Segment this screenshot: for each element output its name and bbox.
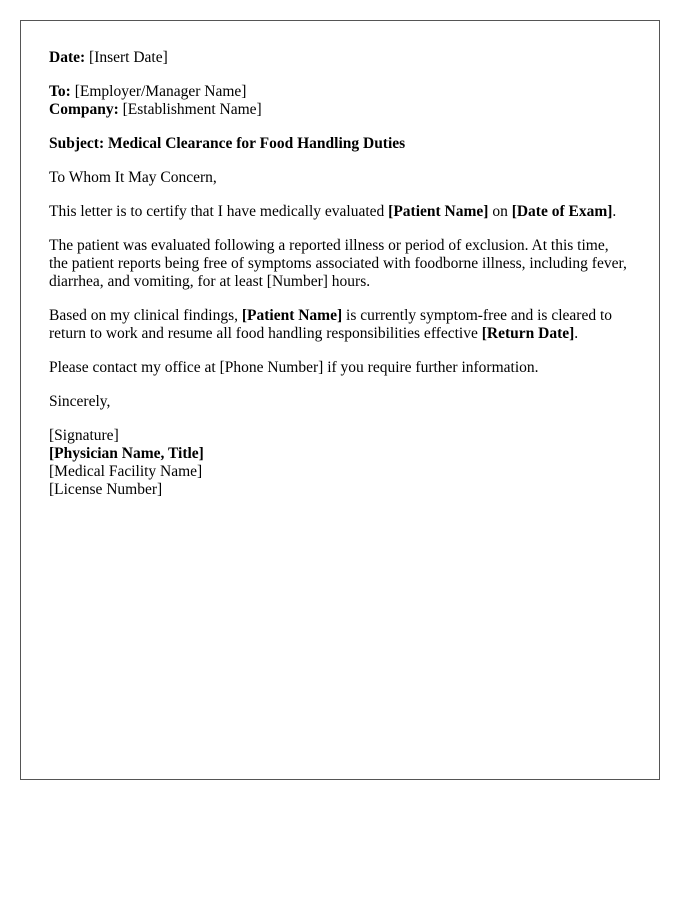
date-line: [49, 49, 631, 67]
signature-placeholder: [Signature]: [49, 427, 119, 444]
paragraph-clearance-text-1: Based on my clinical findings,: [49, 307, 242, 324]
date-value: [Insert Date]: [89, 49, 168, 66]
paragraph-certify: [49, 203, 631, 221]
paragraph-certify-text-3: .: [612, 203, 617, 220]
to-value: [Employer/Manager Name]: [74, 83, 247, 100]
paragraph-certify-text-1: This letter is to certify that I have medically evaluated: [49, 203, 389, 220]
paragraph-certify-text-2: on: [488, 203, 512, 220]
exam-date-placeholder: [Date of Exam]: [511, 203, 613, 220]
company-value: [Establishment Name]: [122, 101, 262, 118]
subject-line: [49, 135, 631, 153]
date-label: Date:: [49, 49, 86, 66]
license-number: [License Number]: [49, 481, 163, 498]
closing: Sincerely,: [49, 393, 111, 410]
paragraph-contact: Please contact my office at [Phone Number] if you require further information.: [49, 359, 539, 376]
paragraph-clearance: [49, 307, 631, 343]
patient-name-placeholder: [Patient Name]: [241, 307, 343, 324]
signature-block: [49, 427, 631, 499]
letter-document: [20, 20, 660, 780]
physician-name: [Physician Name, Title]: [49, 445, 204, 462]
to-label: To:: [49, 83, 71, 100]
return-date-placeholder: [Return Date]: [481, 325, 575, 342]
recipient-block: [49, 83, 631, 119]
company-label: Company:: [49, 101, 119, 118]
subject-text: Subject: Medical Clearance for Food Handling Duties: [49, 135, 406, 152]
paragraph-evaluation: The patient was evaluated following a reported illness or period of exclusion. At this time, the patient reports being free of symptoms associated with foodborne illness, including fever, diarrhea, and vomiting, for at least [Number] hours.: [49, 237, 627, 290]
salutation: To Whom It May Concern,: [49, 169, 217, 186]
company-line: [49, 101, 631, 119]
paragraph-clearance-text-3: .: [574, 325, 579, 342]
facility-name: [Medical Facility Name]: [49, 463, 203, 480]
to-line: [49, 83, 631, 101]
paragraph-clearance-text-2: is currently symptom-free and is cleared to return to work and resume all food handling responsibilities effective: [49, 307, 613, 342]
patient-name-placeholder: [Patient Name]: [388, 203, 489, 220]
